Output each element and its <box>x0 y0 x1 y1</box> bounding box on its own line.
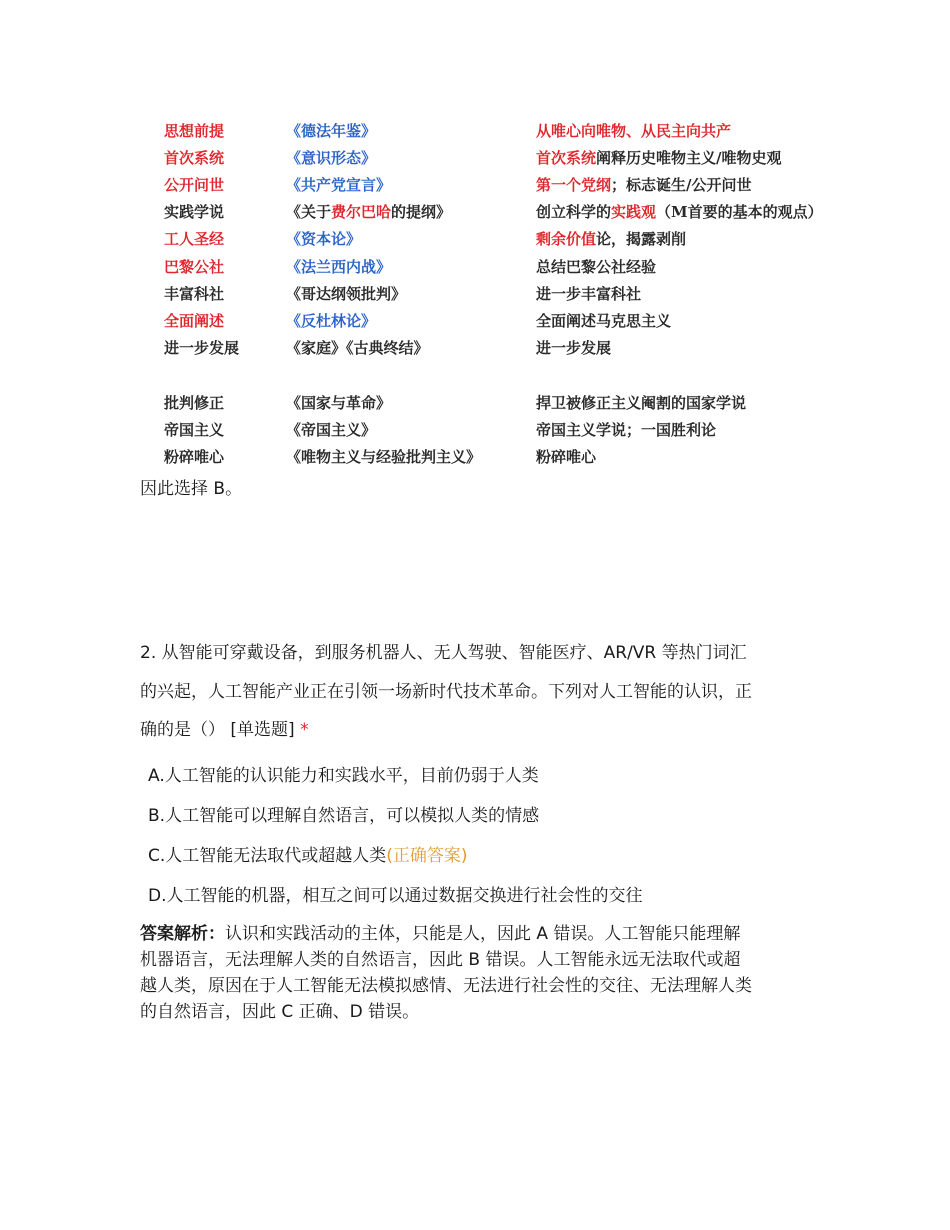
highlight-text: 第一个党纲 <box>536 176 612 194</box>
table-cell-significance: 帝国主义学说；一国胜利论 <box>536 421 717 439</box>
table-cell-significance: 进一步丰富科社 <box>536 285 642 303</box>
table-row <box>140 392 850 416</box>
table-cell-topic: 批判修正 <box>164 394 225 412</box>
table-row <box>140 256 850 280</box>
analysis-label: 答案解析： <box>140 924 225 944</box>
table-cell-topic: 思想前提 <box>164 122 225 140</box>
plain-text: 阐释历史唯物主义/唯物史观 <box>596 149 782 167</box>
table-cell-significance: 从唯心向唯物、从民主向共产 <box>536 122 732 140</box>
table-cell-work: 《国家与革命》 <box>286 394 392 412</box>
analysis-line-4: 的自然语言，因此 C 正确、D 错误。 <box>140 1002 420 1022</box>
option-label: D.人工智能的机器，相互之间可以通过数据交换进行社会性的交往 <box>148 886 643 906</box>
table-cell-topic: 实践学说 <box>164 203 225 221</box>
table-cell-work: 《法兰西内战》 <box>286 258 392 276</box>
table-row <box>140 283 850 307</box>
table-cell-work: 《共产党宣言》 <box>286 176 392 194</box>
table-row <box>140 446 850 470</box>
highlight-text: 首次系统 <box>536 149 597 167</box>
table-cell-significance: 进一步发展 <box>536 339 612 357</box>
table-row <box>140 147 850 171</box>
option-b[interactable] <box>148 801 539 826</box>
table-cell-topic: 公开问世 <box>164 176 225 194</box>
table-cell-work: 《家庭》《古典终结》 <box>286 339 429 357</box>
table-cell-work: 《唯物主义与经验批判主义》 <box>286 448 482 466</box>
option-a[interactable] <box>148 761 539 786</box>
table-cell-significance <box>536 201 823 222</box>
table-cell-work: 《意识形态》 <box>286 149 377 167</box>
question-line-2: 的兴起，人工智能产业正在引领一场新时代技术革命。下列对人工智能的认识，正 <box>140 682 752 702</box>
analysis-line-1 <box>140 919 740 944</box>
table-cell-topic: 丰富科社 <box>164 285 225 303</box>
analysis-line-3: 越人类，原因在于人工智能无法模拟感情、无法进行社会性的交往、无法理解人类 <box>140 976 752 996</box>
table-cell-significance <box>536 174 752 195</box>
table-cell-topic: 工人圣经 <box>164 230 225 248</box>
table-cell-work: 《帝国主义》 <box>286 421 377 439</box>
table-cell-significance: 捍卫被修正主义阉割的国家学说 <box>536 394 747 412</box>
table-cell-topic: 粉碎唯心 <box>164 448 225 466</box>
table-cell-work: 《资本论》 <box>286 230 362 248</box>
table-row <box>140 174 850 198</box>
question-line-1: 2. 从智能可穿戴设备，到服务机器人、无人驾驶、智能医疗、AR/VR 等热门词汇 <box>140 643 747 663</box>
correct-answer-tag: (正确答案) <box>386 846 468 866</box>
table-cell-work: 《反杜林论》 <box>286 312 377 330</box>
plain-text: ；标志诞生/公开问世 <box>611 176 752 194</box>
conclusion-text: 因此选择 B。 <box>140 479 243 499</box>
table-cell-significance <box>536 147 782 168</box>
table-cell-work: 《德法年鉴》 <box>286 122 377 140</box>
table-row <box>140 419 850 443</box>
table-row <box>140 337 850 361</box>
option-label: C.人工智能无法取代或超越人类 <box>148 846 387 866</box>
summary-table-image <box>140 108 850 473</box>
option-label: A.人工智能的认识能力和实践水平，目前仍弱于人类 <box>148 766 539 786</box>
table-cell-significance: 粉碎唯心 <box>536 448 597 466</box>
table-cell-topic: 全面阐述 <box>164 312 225 330</box>
table-cell-topic: 进一步发展 <box>164 339 240 357</box>
table-row <box>140 201 850 225</box>
table-row <box>140 228 850 252</box>
table-cell-significance <box>536 228 686 249</box>
analysis-text: 认识和实践活动的主体，只能是人，因此 A 错误。人工智能只能理解 <box>225 924 741 944</box>
highlight-text: 剩余价值 <box>536 230 597 248</box>
plain-text: 的提纲》 <box>391 203 452 221</box>
table-cell-significance: 总结巴黎公社经验 <box>536 258 657 276</box>
plain-text: 《关于 <box>286 203 332 221</box>
highlight-text: 费尔巴哈 <box>331 203 392 221</box>
plain-text: （M首要的基本的观点） <box>656 203 823 221</box>
option-c[interactable] <box>148 841 468 866</box>
table-cell-topic: 帝国主义 <box>164 421 225 439</box>
analysis-line-2: 机器语言，无法理解人类的自然语言，因此 B 错误。人工智能永远无法取代或超 <box>140 950 741 970</box>
table-cell-topic: 首次系统 <box>164 149 225 167</box>
plain-text: 创立科学的 <box>536 203 612 221</box>
question-text: 确的是（） [单选题] <box>140 720 301 740</box>
table-cell-topic: 巴黎公社 <box>164 258 225 276</box>
option-d[interactable] <box>148 881 643 906</box>
option-label: B.人工智能可以理解自然语言，可以模拟人类的情感 <box>148 806 540 826</box>
table-cell-work <box>286 201 451 222</box>
table-row <box>140 120 850 144</box>
table-cell-significance: 全面阐述马克思主义 <box>536 312 672 330</box>
question-line-3 <box>140 715 309 740</box>
table-cell-work: 《哥达纲领批判》 <box>286 285 407 303</box>
plain-text: 论，揭露剥削 <box>596 230 687 248</box>
highlight-text: 实践观 <box>611 203 657 221</box>
table-row <box>140 310 850 334</box>
required-mark: * <box>300 720 309 740</box>
